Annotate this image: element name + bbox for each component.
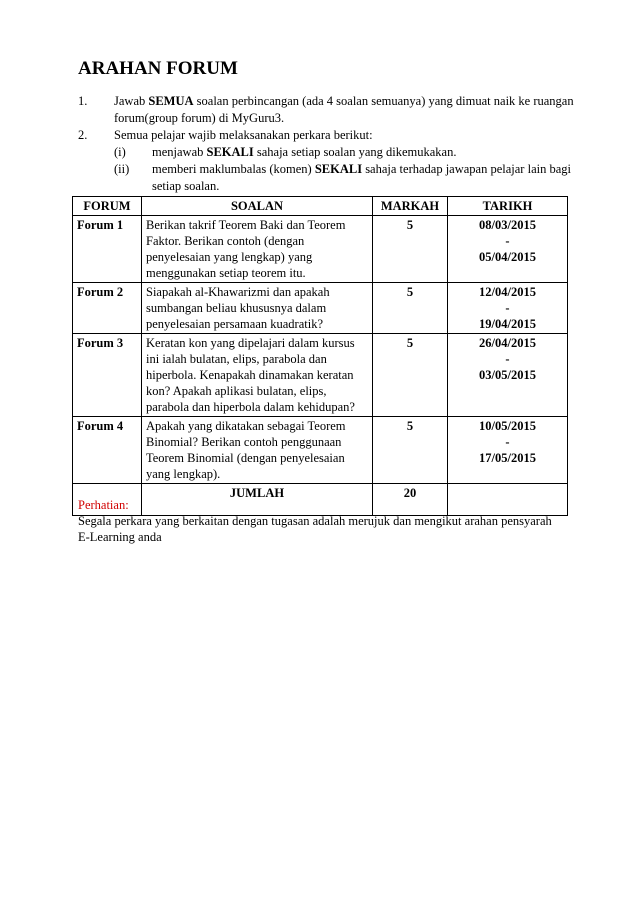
note-section bbox=[78, 497, 558, 545]
header-tarikh: TARIKH bbox=[448, 197, 568, 216]
sub-instruction-number: (ii) bbox=[114, 162, 130, 176]
end-date: 03/05/2015 bbox=[479, 368, 536, 382]
header-forum: FORUM bbox=[73, 197, 142, 216]
total-value: 20 bbox=[373, 484, 448, 516]
sub-instruction-ii bbox=[114, 161, 578, 195]
markah-cell: 5 bbox=[373, 216, 448, 283]
end-date: 17/05/2015 bbox=[479, 451, 536, 465]
table-row bbox=[73, 283, 568, 334]
emphasis-text: SEKALI bbox=[206, 145, 254, 159]
sub-instruction-text: memberi maklumbalas (komen) SEKALI sahaja terhadap jawapan pelajar lain bagi setiap soalan. bbox=[152, 162, 571, 193]
instruction-number: 1. bbox=[78, 94, 88, 108]
note-text: Segala perkara yang berkaitan dengan tugasan adalah merujuk dan mengikut arahan pensyarah E-Learning anda bbox=[78, 514, 552, 544]
date-separator: - bbox=[505, 352, 510, 366]
end-date: 05/04/2015 bbox=[479, 250, 536, 264]
note-title: Perhatian: bbox=[78, 498, 129, 512]
table-row bbox=[73, 334, 568, 417]
soalan-cell: Apakah yang dikatakan sebagai Teorem Binomial? Berikan contoh penggunaan Teorem Binomial (dengan penyelesaian yang lengkap). bbox=[142, 417, 373, 484]
start-date: 08/03/2015 bbox=[479, 218, 536, 232]
markah-cell: 5 bbox=[373, 417, 448, 484]
markah-cell: 5 bbox=[373, 334, 448, 417]
start-date: 10/05/2015 bbox=[479, 419, 536, 433]
tarikh-cell bbox=[448, 417, 568, 484]
start-date: 26/04/2015 bbox=[479, 336, 536, 350]
forum-cell: Forum 3 bbox=[73, 334, 142, 417]
forum-cell: Forum 1 bbox=[73, 216, 142, 283]
sub-instruction-i bbox=[114, 144, 578, 161]
total-label: JUMLAH bbox=[142, 484, 373, 516]
emphasis-text: SEMUA bbox=[148, 94, 194, 108]
instruction-text: Semua pelajar wajib melaksanakan perkara berikut: bbox=[114, 128, 373, 142]
tarikh-cell bbox=[448, 283, 568, 334]
instruction-item-2 bbox=[78, 127, 578, 195]
table-header-row bbox=[73, 197, 568, 216]
forum-table bbox=[72, 196, 568, 516]
page-title: ARAHAN FORUM bbox=[78, 58, 238, 79]
date-separator: - bbox=[505, 435, 510, 449]
instruction-number: 2. bbox=[78, 128, 88, 142]
sub-instruction-text: menjawab SEKALI sahaja setiap soalan yang dikemukakan. bbox=[152, 145, 457, 159]
date-separator: - bbox=[505, 301, 510, 315]
table-row bbox=[73, 417, 568, 484]
forum-cell: Forum 2 bbox=[73, 283, 142, 334]
soalan-cell: Berikan takrif Teorem Baki dan Teorem Faktor. Berikan contoh (dengan penyelesaian yang lengkap) yang menggunakan setiap teorem itu. bbox=[142, 216, 373, 283]
start-date: 12/04/2015 bbox=[479, 285, 536, 299]
tarikh-cell bbox=[448, 216, 568, 283]
markah-cell: 5 bbox=[373, 283, 448, 334]
date-separator: - bbox=[505, 234, 510, 248]
table-row bbox=[73, 216, 568, 283]
instruction-text: Jawab SEMUA soalan perbincangan (ada 4 soalan semuanya) yang dimuat naik ke ruangan forum(group forum) di MyGuru3. bbox=[114, 94, 574, 125]
end-date: 19/04/2015 bbox=[479, 317, 536, 331]
header-soalan: SOALAN bbox=[142, 197, 373, 216]
soalan-cell: Keratan kon yang dipelajari dalam kursus ini ialah bulatan, elips, parabola dan hiperbola. Kenapakah dinamakan keratan kon? Apakah aplikasi bulatan, elips, parabola dan hiperbola dalam kehidupan? bbox=[142, 334, 373, 417]
emphasis-text: SEKALI bbox=[314, 162, 363, 176]
header-markah: MARKAH bbox=[373, 197, 448, 216]
soalan-cell: Siapakah al-Khawarizmi dan apakah sumbangan beliau khususnya dalam penyelesaian persamaan kuadratik? bbox=[142, 283, 373, 334]
instruction-item-1 bbox=[78, 93, 578, 127]
sub-instruction-number: (i) bbox=[114, 145, 126, 159]
instruction-list bbox=[78, 93, 578, 195]
forum-cell: Forum 4 bbox=[73, 417, 142, 484]
tarikh-cell bbox=[448, 334, 568, 417]
